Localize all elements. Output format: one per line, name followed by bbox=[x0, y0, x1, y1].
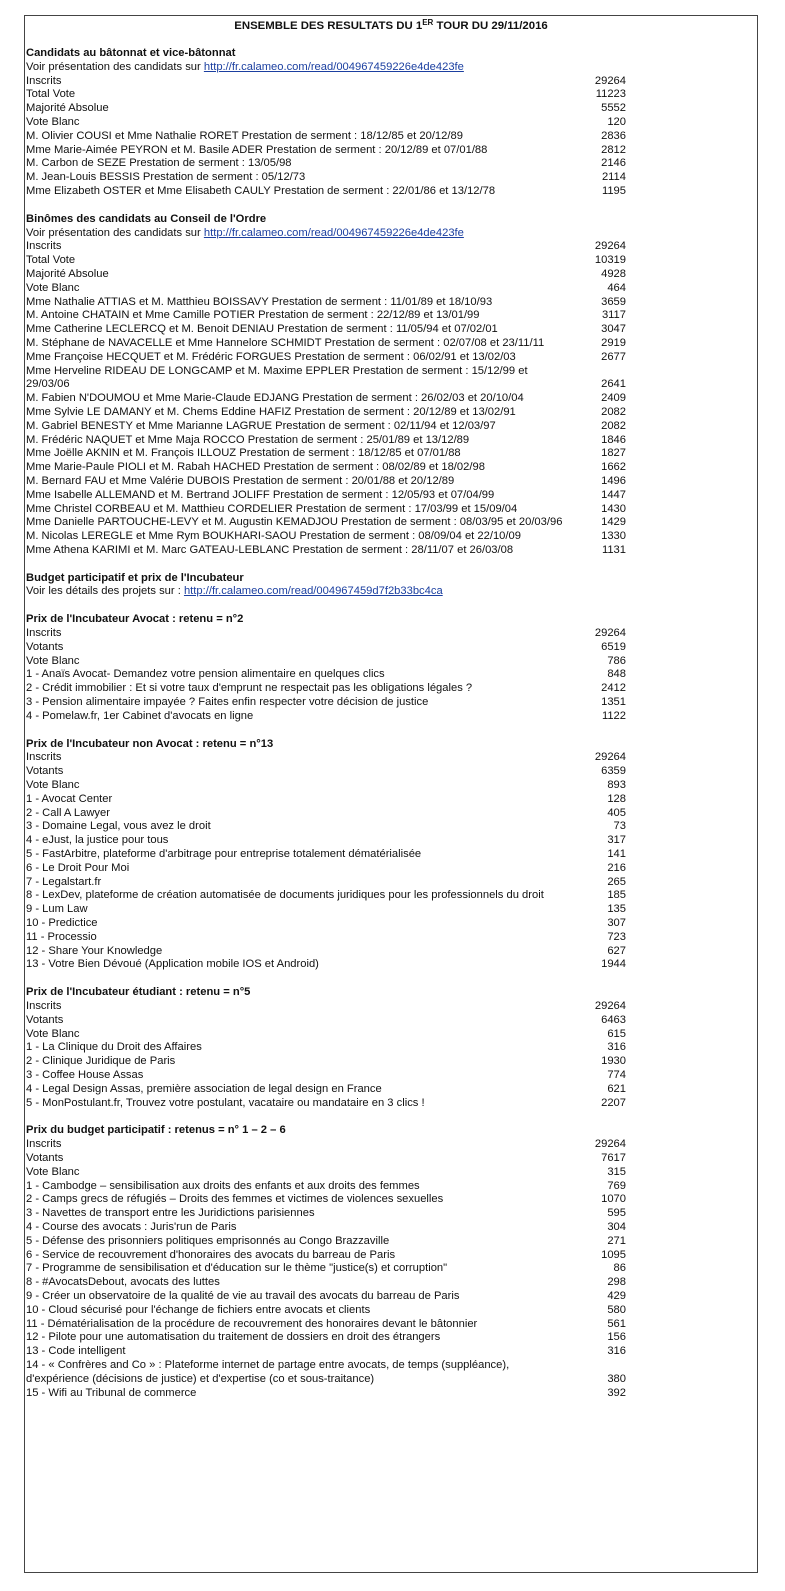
result-label: Inscrits bbox=[26, 627, 62, 640]
result-value: 380 bbox=[607, 1372, 626, 1385]
section-heading: Prix de l'Incubateur Avocat : retenu = n°2 bbox=[26, 613, 244, 626]
result-row bbox=[26, 240, 626, 254]
result-value: 6519 bbox=[601, 640, 626, 653]
result-row bbox=[26, 1097, 626, 1111]
result-value: 2409 bbox=[601, 392, 626, 405]
result-value: 135 bbox=[607, 903, 626, 916]
result-label: M. Antoine CHATAIN et Mme Camille POTIER Prestation de serment : 22/12/89 et 13/01/99 bbox=[26, 309, 480, 322]
result-row bbox=[26, 337, 626, 351]
result-label: Vote Blanc bbox=[26, 115, 80, 128]
result-row bbox=[26, 917, 626, 931]
result-value: 429 bbox=[607, 1289, 626, 1302]
result-label: Mme Danielle PARTOUCHE-LEVY et M. Augustin KEMADJOU Prestation de serment : 08/03/95 et 20/03/96 bbox=[26, 516, 563, 529]
result-row bbox=[26, 102, 626, 116]
result-row bbox=[26, 834, 626, 848]
result-value: 2641 bbox=[601, 378, 626, 391]
results-list bbox=[26, 1000, 626, 1110]
calameo-link[interactable]: http://fr.calameo.com/read/004967459226e4de423fe bbox=[203, 226, 464, 239]
result-row bbox=[26, 1180, 626, 1194]
result-label: Inscrits bbox=[26, 1000, 62, 1012]
result-value: 405 bbox=[607, 806, 626, 819]
result-row bbox=[26, 1318, 626, 1332]
result-label: 1 - Cambodge – sensibilisation aux droits des enfants et aux droits des femmes bbox=[26, 1179, 420, 1192]
result-value: 304 bbox=[607, 1220, 626, 1233]
result-value: 595 bbox=[607, 1207, 626, 1220]
result-value: 307 bbox=[607, 917, 626, 930]
result-label: 8 - LexDev, plateforme de création automatisée de documents juridiques pour les professionnels du droit bbox=[26, 889, 544, 902]
result-value: 298 bbox=[607, 1276, 626, 1289]
result-label: M. Stéphane de NAVACELLE et Mme Hannelore SCHMIDT Prestation de serment : 02/07/08 et 23/11/11 bbox=[26, 336, 545, 349]
result-row bbox=[26, 1152, 626, 1166]
result-value: 316 bbox=[607, 1041, 626, 1054]
result-value: 1070 bbox=[601, 1193, 626, 1206]
result-value: 156 bbox=[607, 1331, 626, 1344]
result-row bbox=[26, 848, 626, 862]
result-label: Total Vote bbox=[26, 254, 76, 267]
result-value: 29264 bbox=[594, 751, 626, 764]
result-row bbox=[26, 1000, 626, 1014]
result-label: Total Vote bbox=[26, 88, 76, 101]
result-label: Mme Athena KARIMI et M. Marc GATEAU-LEBLANC Prestation de serment : 28/11/07 et 26/03/08 bbox=[26, 543, 514, 556]
result-row bbox=[26, 779, 626, 793]
result-row bbox=[26, 931, 626, 945]
result-value: 580 bbox=[607, 1303, 626, 1316]
link-line: Voir présentation des candidats sur http://fr.calameo.com/read/004967459226e4de423fe bbox=[26, 60, 464, 73]
result-value: 786 bbox=[607, 654, 626, 667]
result-row bbox=[26, 1387, 626, 1401]
result-label: 5 - MonPostulant.fr, Trouvez votre postulant, vacataire ou mandataire en 3 clics ! bbox=[26, 1096, 425, 1109]
result-row bbox=[26, 710, 626, 724]
result-value: 627 bbox=[607, 944, 626, 957]
result-label: Mme Marie-Aimée PEYRON et M. Basile ADER Prestation de serment : 20/12/89 et 07/01/88 bbox=[26, 143, 488, 156]
result-value: 216 bbox=[607, 861, 626, 874]
link-line: Voir les détails des projets sur : http://fr.calameo.com/read/004967459d7f2b33bc4ca bbox=[26, 585, 443, 598]
result-row bbox=[26, 282, 626, 296]
result-value: 3659 bbox=[601, 295, 626, 308]
result-label: 9 - Créer un observatoire de la qualité de vie au travail des avocats du barreau de Paris bbox=[26, 1289, 460, 1302]
section-budget-participatif bbox=[26, 1124, 626, 1400]
result-value: 2207 bbox=[601, 1096, 626, 1109]
result-label: 1 - La Clinique du Droit des Affaires bbox=[26, 1041, 202, 1054]
result-label: 12 - Pilote pour une automatisation du traitement de dossiers en droit des étrangers bbox=[26, 1331, 441, 1344]
calameo-link[interactable]: http://fr.calameo.com/read/004967459226e4de423fe bbox=[203, 60, 464, 73]
result-value: 464 bbox=[607, 281, 626, 294]
result-value: 1827 bbox=[601, 447, 626, 460]
result-row bbox=[26, 1221, 626, 1235]
result-label: 13 - Code intelligent bbox=[26, 1345, 126, 1358]
result-value: 315 bbox=[607, 1165, 626, 1178]
result-label: 2 - Call A Lawyer bbox=[26, 806, 110, 819]
result-label: Mme Marie-Paule PIOLI et M. Rabah HACHED Prestation de serment : 08/02/89 et 18/02/98 bbox=[26, 461, 485, 474]
result-value: 128 bbox=[607, 792, 626, 805]
result-row bbox=[26, 1138, 626, 1152]
result-label: Inscrits bbox=[26, 1138, 62, 1151]
result-label: 4 - Course des avocats : Juris'run de Paris bbox=[26, 1220, 237, 1233]
result-row bbox=[26, 1262, 626, 1276]
section-heading: Prix du budget participatif : retenus = n° 1 – 2 – 6 bbox=[26, 1124, 286, 1137]
result-row bbox=[26, 696, 626, 710]
result-row bbox=[26, 530, 626, 544]
result-label: Vote Blanc bbox=[26, 1027, 80, 1040]
result-label: Mme Christel CORBEAU et M. Matthieu CORDELIER Prestation de serment : 17/03/99 et 15/09/04 bbox=[26, 502, 518, 515]
result-row bbox=[26, 1083, 626, 1097]
result-value: 1930 bbox=[601, 1055, 626, 1068]
result-row bbox=[26, 1028, 626, 1042]
result-label: 4 - eJust, la justice pour tous bbox=[26, 834, 169, 847]
result-row bbox=[26, 627, 626, 641]
result-row bbox=[26, 958, 626, 972]
result-row bbox=[26, 323, 626, 337]
result-label: 6 - Service de recouvrement d'honoraires des avocats du barreau de Paris bbox=[26, 1248, 396, 1261]
result-label: Mme Françoise HECQUET et M. Frédéric FORGUES Prestation de serment : 06/02/91 et 13/02/03 bbox=[26, 350, 516, 363]
result-value: 29264 bbox=[594, 240, 626, 253]
result-label: M. Frédéric NAQUET et Mme Maja ROCCO Prestation de serment : 25/01/89 et 13/12/89 bbox=[26, 433, 470, 446]
result-label: M. Bernard FAU et Mme Valérie DUBOIS Prestation de serment : 20/01/88 et 20/12/89 bbox=[26, 474, 455, 487]
result-value: 2919 bbox=[601, 336, 626, 349]
result-value: 316 bbox=[607, 1345, 626, 1358]
result-value: 1496 bbox=[601, 474, 626, 487]
result-label: 9 - Lum Law bbox=[26, 903, 88, 916]
result-value: 271 bbox=[607, 1234, 626, 1247]
result-label: 15 - Wifi au Tribunal de commerce bbox=[26, 1386, 197, 1399]
section-heading: Candidats au bâtonnat et vice-bâtonnat bbox=[26, 47, 236, 59]
result-value: 7617 bbox=[601, 1151, 626, 1164]
result-value: 120 bbox=[607, 115, 626, 128]
result-row bbox=[26, 1014, 626, 1028]
result-value: 3047 bbox=[601, 323, 626, 336]
result-row bbox=[26, 1041, 626, 1055]
result-value: 6463 bbox=[601, 1013, 626, 1026]
result-label: M. Olivier COUSI et Mme Nathalie RORET Prestation de serment : 18/12/85 et 20/12/89 bbox=[26, 129, 463, 142]
result-row bbox=[26, 434, 626, 448]
result-row bbox=[26, 1069, 626, 1083]
result-label: Vote Blanc bbox=[26, 281, 80, 294]
result-label: M. Nicolas LEREGLE et Mme Rym BOUKHARI-SAOU Prestation de serment : 08/09/04 et 22/10/09 bbox=[26, 530, 521, 543]
result-label: Votants bbox=[26, 1013, 64, 1026]
result-label: Votants bbox=[26, 640, 64, 653]
result-label: 2 - Crédit immobilier : Et si votre taux d'emprunt ne respectait pas les obligations légales ? bbox=[26, 682, 473, 695]
result-row bbox=[26, 116, 626, 130]
section-heading: Budget participatif et prix de l'Incubateur bbox=[26, 571, 244, 584]
result-value: 2836 bbox=[601, 129, 626, 142]
result-value: 1430 bbox=[601, 502, 626, 515]
result-row bbox=[26, 668, 626, 682]
result-label: Majorité Absolue bbox=[26, 102, 109, 115]
result-row bbox=[26, 157, 626, 171]
section-incubateur-etudiant bbox=[26, 986, 626, 1110]
result-value: 86 bbox=[613, 1262, 626, 1275]
result-row bbox=[26, 309, 626, 323]
result-label: Mme Joëlle AKNIN et M. François ILLOUZ Prestation de serment : 18/12/85 et 07/01/88 bbox=[26, 447, 461, 460]
result-row bbox=[26, 862, 626, 876]
result-label: Mme Elizabeth OSTER et Mme Elisabeth CAULY Prestation de serment : 22/01/86 et 13/12/78 bbox=[26, 184, 496, 197]
result-value: 73 bbox=[613, 820, 626, 833]
result-label: 14 - « Confrères and Co » : Plateforme internet de partage entre avocats, de temps (suppléance), d'expérience (décisions de justice) et d'expertise (co et sous-traitance) bbox=[26, 1358, 510, 1385]
result-value: 1351 bbox=[601, 696, 626, 709]
result-value: 5552 bbox=[601, 102, 626, 115]
result-label: 11 - Dématérialisation de la procédure de recouvrement des honoraires devant le bâtonnier bbox=[26, 1317, 478, 1330]
result-label: Votants bbox=[26, 1151, 64, 1164]
result-label: Votants bbox=[26, 765, 64, 778]
result-value: 893 bbox=[607, 779, 626, 792]
result-value: 615 bbox=[607, 1027, 626, 1040]
result-value: 561 bbox=[607, 1317, 626, 1330]
result-value: 2082 bbox=[601, 419, 626, 432]
result-label: Mme Isabelle ALLEMAND et M. Bertrand JOLIFF Prestation de serment : 12/05/93 et 07/04/99 bbox=[26, 488, 495, 501]
result-value: 392 bbox=[607, 1386, 626, 1399]
section-heading: Binômes des candidats au Conseil de l'Ordre bbox=[26, 212, 267, 225]
result-row bbox=[26, 807, 626, 821]
result-row bbox=[26, 447, 626, 461]
result-value: 265 bbox=[607, 875, 626, 888]
result-label: Majorité Absolue bbox=[26, 267, 109, 280]
result-row bbox=[26, 544, 626, 558]
results-document bbox=[26, 17, 626, 1414]
result-row bbox=[26, 1359, 626, 1387]
result-label: 4 - Pomelaw.fr, 1er Cabinet d'avocats en ligne bbox=[26, 709, 254, 722]
result-label: 2 - Camps grecs de réfugiés – Droits des femmes et victimes de violences sexuelles bbox=[26, 1193, 444, 1206]
result-value: 1944 bbox=[601, 958, 626, 971]
result-row bbox=[26, 365, 626, 393]
page-title: ENSEMBLE DES RESULTATS DU 1ER TOUR DU 29/11/2016 bbox=[234, 18, 548, 32]
result-row bbox=[26, 75, 626, 89]
result-row bbox=[26, 889, 626, 903]
result-label: Inscrits bbox=[26, 74, 62, 87]
result-label: 7 - Programme de sensibilisation et d'éducation sur le thème "justice(s) et corruption" bbox=[26, 1262, 448, 1275]
result-label: 7 - Legalstart.fr bbox=[26, 875, 102, 888]
section-budget-intro bbox=[26, 572, 626, 600]
result-value: 185 bbox=[607, 889, 626, 902]
result-value: 1095 bbox=[601, 1248, 626, 1261]
results-list bbox=[26, 751, 626, 972]
result-row bbox=[26, 655, 626, 669]
result-label: Vote Blanc bbox=[26, 779, 80, 792]
result-row bbox=[26, 171, 626, 185]
result-row bbox=[26, 1290, 626, 1304]
result-value: 1330 bbox=[601, 530, 626, 543]
result-row bbox=[26, 185, 626, 199]
result-label: 10 - Cloud sécurisé pour l'échange de fichiers entre avocats et clients bbox=[26, 1303, 371, 1316]
result-value: 29264 bbox=[594, 627, 626, 640]
result-row bbox=[26, 751, 626, 765]
results-list bbox=[26, 75, 626, 199]
result-label: 1 - Anaïs Avocat- Demandez votre pension alimentaire en quelques clics bbox=[26, 668, 385, 681]
result-value: 1662 bbox=[601, 461, 626, 474]
result-value: 4928 bbox=[601, 267, 626, 280]
result-label: 1 - Avocat Center bbox=[26, 792, 113, 805]
result-value: 1131 bbox=[601, 543, 626, 556]
result-row bbox=[26, 516, 626, 530]
result-value: 317 bbox=[607, 834, 626, 847]
result-row bbox=[26, 130, 626, 144]
result-label: 5 - FastArbitre, plateforme d'arbitrage pour entreprise totalement dématérialisée bbox=[26, 848, 422, 861]
section-heading: Prix de l'Incubateur non Avocat : retenu = n°13 bbox=[26, 737, 274, 750]
result-row bbox=[26, 793, 626, 807]
section-incubateur-avocat bbox=[26, 613, 626, 723]
result-label: 13 - Votre Bien Dévoué (Application mobile IOS et Android) bbox=[26, 958, 319, 971]
result-row bbox=[26, 1249, 626, 1263]
result-row bbox=[26, 641, 626, 655]
result-row bbox=[26, 820, 626, 834]
result-value: 2812 bbox=[601, 143, 626, 156]
result-row bbox=[26, 1193, 626, 1207]
result-row bbox=[26, 406, 626, 420]
result-label: M. Gabriel BENESTY et Mme Marianne LAGRUE Prestation de serment : 02/11/94 et 12/03/97 bbox=[26, 419, 496, 432]
result-row bbox=[26, 945, 626, 959]
result-row bbox=[26, 144, 626, 158]
results-list bbox=[26, 627, 626, 724]
result-value: 2082 bbox=[601, 405, 626, 418]
result-value: 2677 bbox=[601, 350, 626, 363]
result-label: M. Fabien N'DOUMOU et Mme Marie-Claude EDJANG Prestation de serment : 26/02/03 et 20/10/04 bbox=[26, 392, 524, 405]
result-label: 3 - Domaine Legal, vous avez le droit bbox=[26, 820, 211, 833]
result-value: 2114 bbox=[601, 171, 626, 184]
result-row bbox=[26, 475, 626, 489]
result-label: Inscrits bbox=[26, 240, 62, 253]
result-label: 8 - #AvocatsDebout, avocats des luttes bbox=[26, 1276, 220, 1289]
result-value: 1447 bbox=[601, 488, 626, 501]
link-line: Voir présentation des candidats sur http://fr.calameo.com/read/004967459226e4de423fe bbox=[26, 226, 464, 239]
result-value: 1122 bbox=[601, 709, 626, 722]
result-label: Mme Nathalie ATTIAS et M. Matthieu BOISSAVY Prestation de serment : 11/01/89 et 18/10/93 bbox=[26, 295, 493, 308]
section-incubateur-non-avocat bbox=[26, 738, 626, 973]
result-row bbox=[26, 88, 626, 102]
result-row bbox=[26, 682, 626, 696]
result-label: Vote Blanc bbox=[26, 654, 80, 667]
result-row bbox=[26, 765, 626, 779]
result-row bbox=[26, 503, 626, 517]
result-label: 3 - Coffee House Assas bbox=[26, 1068, 144, 1081]
result-row bbox=[26, 351, 626, 365]
result-row bbox=[26, 268, 626, 282]
result-label: M. Carbon de SEZE Prestation de serment : 13/05/98 bbox=[26, 157, 292, 170]
result-label: 10 - Predictice bbox=[26, 917, 98, 930]
result-row bbox=[26, 489, 626, 503]
result-value: 848 bbox=[607, 668, 626, 681]
calameo-link[interactable]: http://fr.calameo.com/read/004967459d7f2b33bc4ca bbox=[183, 585, 443, 598]
result-label: Mme Herveline RIDEAU DE LONGCAMP et M. Maxime EPPLER Prestation de serment : 15/12/99 et 29/03/06 bbox=[26, 364, 528, 391]
result-row bbox=[26, 1166, 626, 1180]
result-row bbox=[26, 392, 626, 406]
result-value: 3117 bbox=[601, 309, 626, 322]
result-row bbox=[26, 1235, 626, 1249]
result-label: Mme Catherine LECLERCQ et M. Benoit DENIAU Prestation de serment : 11/05/94 et 07/02/01 bbox=[26, 323, 498, 336]
result-row bbox=[26, 876, 626, 890]
result-value: 6359 bbox=[601, 765, 626, 778]
result-value: 29264 bbox=[594, 1138, 626, 1151]
section-batonnat bbox=[26, 47, 626, 199]
result-label: 3 - Pension alimentaire impayée ? Faites enfin respecter votre décision de justice bbox=[26, 696, 429, 709]
result-label: 11 - Processio bbox=[26, 930, 97, 943]
result-label: 12 - Share Your Knowledge bbox=[26, 944, 163, 957]
result-value: 774 bbox=[607, 1068, 626, 1081]
result-label: Vote Blanc bbox=[26, 1165, 80, 1178]
result-row bbox=[26, 1055, 626, 1069]
result-value: 1846 bbox=[601, 433, 626, 446]
section-conseil-ordre bbox=[26, 213, 626, 558]
result-value: 29264 bbox=[594, 74, 626, 87]
result-label: Mme Sylvie LE DAMANY et M. Chems Eddine HAFIZ Prestation de serment : 20/12/89 et 13/02/91 bbox=[26, 405, 516, 418]
result-row bbox=[26, 1304, 626, 1318]
result-row bbox=[26, 1331, 626, 1345]
result-label: 4 - Legal Design Assas, première association de legal design en France bbox=[26, 1082, 382, 1095]
result-label: 3 - Navettes de transport entre les Juridictions parisiennes bbox=[26, 1207, 315, 1220]
result-value: 723 bbox=[607, 930, 626, 943]
result-value: 141 bbox=[607, 848, 626, 861]
results-list bbox=[26, 1138, 626, 1400]
result-row bbox=[26, 296, 626, 310]
results-list bbox=[26, 240, 626, 557]
result-label: 2 - Clinique Juridique de Paris bbox=[26, 1055, 176, 1068]
result-value: 29264 bbox=[594, 1000, 626, 1012]
result-value: 769 bbox=[607, 1179, 626, 1192]
result-label: Inscrits bbox=[26, 751, 62, 764]
result-label: 5 - Défense des prisonniers politiques emprisonnés au Congo Brazzaville bbox=[26, 1234, 390, 1247]
result-label: 6 - Le Droit Pour Moi bbox=[26, 861, 130, 874]
result-row bbox=[26, 461, 626, 475]
result-row bbox=[26, 1345, 626, 1359]
result-value: 10319 bbox=[594, 254, 626, 267]
section-heading: Prix de l'Incubateur étudiant : retenu = n°5 bbox=[26, 986, 251, 999]
result-value: 1429 bbox=[601, 516, 626, 529]
result-row bbox=[26, 1207, 626, 1221]
result-row bbox=[26, 420, 626, 434]
result-row bbox=[26, 1276, 626, 1290]
result-row bbox=[26, 903, 626, 917]
result-value: 1195 bbox=[601, 184, 626, 197]
result-value: 621 bbox=[607, 1082, 626, 1095]
result-value: 2412 bbox=[601, 682, 626, 695]
result-value: 11223 bbox=[595, 88, 626, 101]
result-value: 2146 bbox=[601, 157, 626, 170]
result-label: M. Jean-Louis BESSIS Prestation de serment : 05/12/73 bbox=[26, 171, 306, 184]
result-row bbox=[26, 254, 626, 268]
